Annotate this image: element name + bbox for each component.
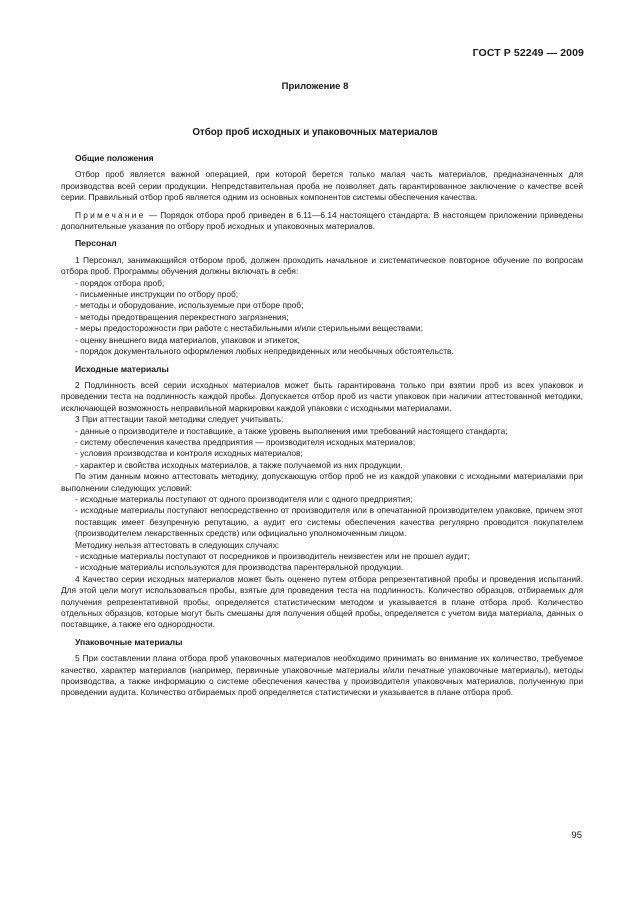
note-label: Примечание [75,209,146,220]
list-item: - оценку внешнего вида материалов, упаковок и этикеток; [75,335,583,346]
appendix-title: Приложение 8 [281,81,349,92]
paragraph: 2 Подлинность всей серии исходных материалов может быть гарантирована только при взятии проб из всех упаковок и проведении теста на подлинность каждой пробы. Допускается отбор проб из части упаковок при наличии аттестованной методики, исключающей возможность неправильной маркировки каждой упаковки с исходными материалами. [61,379,583,413]
section-heading-personnel: Персонал [75,238,117,249]
paragraph: 1 Персонал, занимающийся отбором проб, должен проходить начальное и систематическое повторное обучение по вопросам отбора проб. Программы обучения должны включать в себя: [61,254,583,277]
list-item: - порядок отбора проб; [75,278,583,289]
paragraph: 3 При аттестации такой методики следует учитывать: [75,414,284,425]
list-item: - методы и оборудование, используемые при отборе проб; [75,300,583,311]
note-paragraph [61,210,583,233]
page-number: 95 [571,830,582,841]
paragraph: 5 При составлении плана отбора проб упаковочных материалов необходимо принимать во внимание их количество, требуемое качество, характер материалов (например, первичные упаковочные материалы и/или печатные упаковочные материалы), методы производства, а также информацию о системе обеспечения качества у производителя упаковочных материалов, полученную при проведении аудита. Количество отбираемых проб определяется статистически и указывается в плане отбора проб. [61,653,583,698]
note-text: — Порядок отбора проб приведен в 6.11—6.14 настоящего стандарта. В настоящем приложении приведены дополнительные указания по отбору проб исходных и упаковочных материалов. [61,209,583,232]
list-item: - исходные материалы используются для производства парентеральной продукции. [75,562,583,573]
list-item: - порядок документального оформления любых непредвиденных или необычных обстоятельств. [75,346,583,357]
section-heading-general: Общие положения [75,153,154,163]
list-item: - систему обеспечения качества предприятия — производителя исходных материалов; [75,437,583,448]
list-item: - данные о производителе и поставщике, а также уровень выполнения ими требований настоящего стандарта; [75,426,583,437]
section-heading-packaging-materials: Упаковочные материалы [75,636,183,647]
list-item: - исходные материалы поступают непосредственно от производителя или в опечатанной производителем упаковке, причем этот поставщик имеет безупречную репутацию, а аудит его системы обеспечения качества регулярно проводится покупателем (производителем лекарственных средств) или официально уполномоченным лицом. [75,505,583,539]
section-heading-starting-materials: Исходные материалы [75,363,169,374]
list-item: - характер и свойства исходных материалов, а также получаемой из них продукции. [75,460,583,471]
standard-number: ГОСТ Р 52249 — 2009 [472,47,584,59]
list-item: - методы предотвращения перекрестного загрязнения; [75,312,583,323]
page-title: Отбор проб исходных и упаковочных материалов [192,127,438,138]
list-item: - меры предосторожности при работе с нестабильными и/или стерильными веществами; [75,323,583,334]
list-item: - условия производства и контроля исходных материалов; [75,448,583,459]
paragraph: 4 Качество серии исходных материалов может быть оценено путем отбора репрезентативной пробы и проведения испытаний. Для этой цели могут использоваться пробы, взятые для проведения теста на подлинность. Количество образцов, отбираемых для получения репрезентативной пробы, определяется статистическим методом и указывается в плане отбора проб. Количество отдельных образцов, которые могут быть смешаны для получения общей пробы, определяется с учетом вида материала, данных о поставщике, а также его однородности. [61,573,583,630]
paragraph: По этим данным можно аттестовать методику, допускающую отбор проб не из каждой упаковки с исходными материалами при выполнении следующих условий: [61,471,583,493]
list-item: - исходные материалы поступают от посредников и производитель неизвестен или не прошел аудит; [75,551,583,562]
list-item: - письменные инструкции по отбору проб; [75,289,583,300]
list-item: - исходные материалы поступают от одного производителя или с одного предприятия; [75,494,583,505]
paragraph: Отбор проб является важной операцией, при которой берется только малая часть материалов, предназначенных для производства всей серии продукции. Непредставительная проба не позволяет дать гарантированное заключение о качестве всей серии. Правильный отбор проб является одним из основных компонентов системы обеспечения качества. [61,169,583,203]
document-body [61,153,583,699]
paragraph: Методику нельзя аттестовать в следующих случаях: [75,539,280,550]
